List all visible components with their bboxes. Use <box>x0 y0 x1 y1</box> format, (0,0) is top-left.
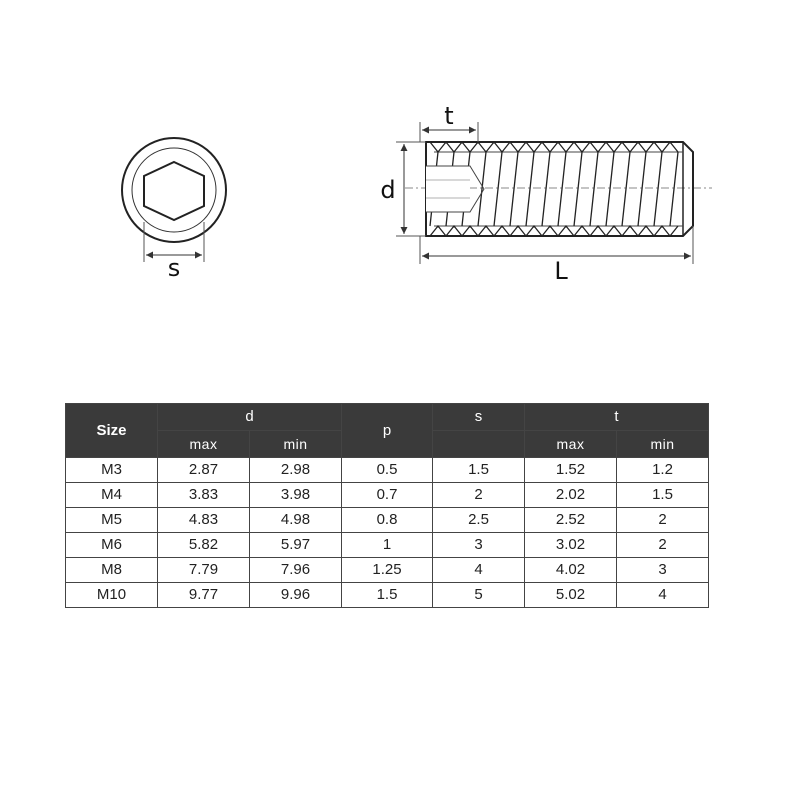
table-row <box>66 583 709 608</box>
t-min-header: min <box>617 431 709 458</box>
hex-socket <box>144 162 204 220</box>
end-view <box>122 138 226 282</box>
t-max-header: max <box>525 431 617 458</box>
size-cell: M10 <box>66 583 158 608</box>
t-min-cell: 2 <box>617 533 709 558</box>
d-max-cell: 4.83 <box>158 508 250 533</box>
s-cell: 1.5 <box>433 458 525 483</box>
size-cell: M8 <box>66 558 158 583</box>
t-min-cell: 2 <box>617 508 709 533</box>
size-cell: M3 <box>66 458 158 483</box>
spec-table <box>65 403 709 608</box>
d-min-cell: 7.96 <box>250 558 342 583</box>
size-cell: M4 <box>66 483 158 508</box>
s-cell: 2.5 <box>433 508 525 533</box>
s-sub-header <box>433 431 525 458</box>
t-max-cell: 4.02 <box>525 558 617 583</box>
d-min-cell: 2.98 <box>250 458 342 483</box>
p-cell: 1.25 <box>342 558 433 583</box>
t-max-cell: 1.52 <box>525 458 617 483</box>
d-max-cell: 3.83 <box>158 483 250 508</box>
p-cell: 0.7 <box>342 483 433 508</box>
d-min-header: min <box>250 431 342 458</box>
d-header: d <box>158 404 342 431</box>
outer-circle <box>122 138 226 242</box>
socket-section <box>426 166 484 212</box>
t-min-cell: 3 <box>617 558 709 583</box>
table-row <box>66 458 709 483</box>
p-cell: 1.5 <box>342 583 433 608</box>
s-cell: 5 <box>433 583 525 608</box>
header-row <box>66 404 709 431</box>
d-max-cell: 2.87 <box>158 458 250 483</box>
s-cell: 3 <box>433 533 525 558</box>
d-min-cell: 9.96 <box>250 583 342 608</box>
s-cell: 4 <box>433 558 525 583</box>
d-label: d <box>380 176 396 204</box>
l-label: L <box>554 257 568 285</box>
size-cell: M6 <box>66 533 158 558</box>
d-min-cell: 4.98 <box>250 508 342 533</box>
p-cell: 1 <box>342 533 433 558</box>
d-max-cell: 7.79 <box>158 558 250 583</box>
t-max-cell: 3.02 <box>525 533 617 558</box>
table-row <box>66 508 709 533</box>
table-row <box>66 558 709 583</box>
s-label: s <box>167 254 181 282</box>
table-row <box>66 483 709 508</box>
s-cell: 2 <box>433 483 525 508</box>
t-header: t <box>525 404 709 431</box>
side-view <box>380 102 712 285</box>
t-min-cell: 4 <box>617 583 709 608</box>
p-header: p <box>342 404 433 458</box>
p-cell: 0.5 <box>342 458 433 483</box>
t-min-cell: 1.2 <box>617 458 709 483</box>
d-min-cell: 5.97 <box>250 533 342 558</box>
d-max-cell: 5.82 <box>158 533 250 558</box>
t-max-cell: 5.02 <box>525 583 617 608</box>
t-label: t <box>444 102 454 130</box>
s-header: s <box>433 404 525 431</box>
p-cell: 0.8 <box>342 508 433 533</box>
size-cell: M5 <box>66 508 158 533</box>
d-min-cell: 3.98 <box>250 483 342 508</box>
d-max-header: max <box>158 431 250 458</box>
table-row <box>66 533 709 558</box>
size-header: Size <box>66 404 158 458</box>
t-max-cell: 2.52 <box>525 508 617 533</box>
t-min-cell: 1.5 <box>617 483 709 508</box>
d-max-cell: 9.77 <box>158 583 250 608</box>
technical-drawing <box>0 0 800 320</box>
t-max-cell: 2.02 <box>525 483 617 508</box>
